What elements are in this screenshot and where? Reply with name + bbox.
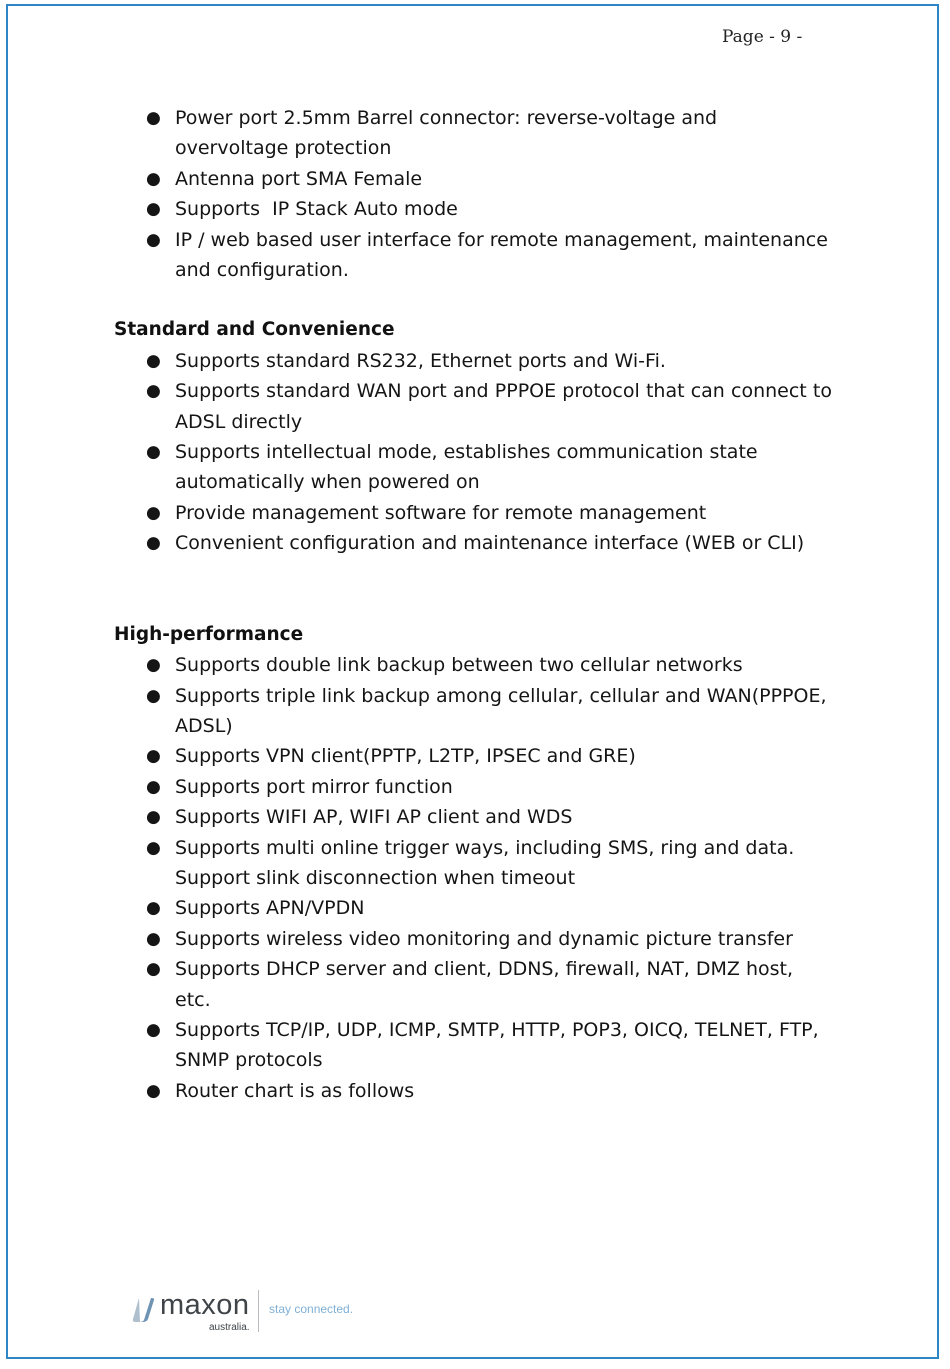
brand-name: maxon <box>160 1289 250 1321</box>
performance-bullet-list <box>114 650 832 1106</box>
list-item: ● Power port 2.5mm Barrel connector: reverse-voltage and overvoltage protection <box>114 103 832 164</box>
list-item: ● Supports IP Stack Auto mode <box>114 194 832 224</box>
bullet-icon: ● <box>146 168 161 189</box>
list-item: ● Supports APN/VPDN <box>114 893 832 923</box>
bullet-icon: ● <box>146 502 161 523</box>
bullet-icon: ● <box>146 229 161 250</box>
bullet-icon: ● <box>146 898 161 919</box>
list-item: ● Antenna port SMA Female <box>114 164 832 194</box>
standard-bullet-list <box>114 346 832 559</box>
bullet-icon: ● <box>146 108 161 128</box>
list-item: ● Supports TCP/IP, UDP, ICMP, SMTP, HTTP, POP3, OICQ, TELNET, FTP, SNMP protocols <box>114 1015 832 1076</box>
bullet-icon: ● <box>146 685 161 706</box>
list-item: ● Supports VPN client(PPTP, L2TP, IPSEC and GRE) <box>114 741 832 771</box>
bullet-icon: ● <box>146 442 161 463</box>
bullet-icon: ● <box>146 746 161 767</box>
list-item: ● Provide management software for remote management <box>114 498 832 528</box>
list-item: ● Supports DHCP server and client, DDNS, firewall, NAT, DMZ host, etc. <box>114 954 832 1015</box>
list-item: ● Supports wireless video monitoring and dynamic picture transfer <box>114 924 832 954</box>
list-item: ● Supports triple link backup among cellular, cellular and WAN(PPPOE, ADSL) <box>114 681 832 742</box>
bullet-icon: ● <box>146 655 161 676</box>
list-item: ● Supports WIFI AP, WIFI AP client and WDS <box>114 802 832 832</box>
bullet-icon: ● <box>146 199 161 220</box>
intro-bullet-list <box>114 103 832 285</box>
list-item: ● Supports double link backup between two cellular networks <box>114 650 832 680</box>
list-item: ● IP / web based user interface for remote management, maintenance and configuration. <box>114 225 832 286</box>
bullet-icon: ● <box>146 1019 161 1040</box>
maxon-swoosh-icon <box>130 1297 156 1323</box>
list-item: ● Supports intellectual mode, establishes communication state automatically when powered on <box>114 437 832 498</box>
bullet-icon: ● <box>146 928 161 949</box>
list-item: ● Supports standard WAN port and PPPOE protocol that can connect to ADSL directly <box>114 376 832 437</box>
bullet-icon: ● <box>146 381 161 402</box>
page-number: Page - 9 - <box>722 27 803 47</box>
brand-subtitle: australia. <box>209 1322 250 1333</box>
list-item: ● Router chart is as follows <box>114 1076 832 1106</box>
bullet-icon: ● <box>146 533 161 554</box>
bullet-icon: ● <box>146 959 161 980</box>
section-heading-performance: High-performance <box>114 623 304 645</box>
list-item: ● Convenient configuration and maintenance interface (WEB or CLI) <box>114 528 832 558</box>
document-body <box>114 103 832 1106</box>
section-heading-standard: Standard and Convenience <box>114 319 395 341</box>
brand-tagline: stay connected. <box>269 1302 354 1316</box>
bullet-icon: ● <box>146 837 161 858</box>
bullet-icon: ● <box>146 776 161 797</box>
bullet-icon: ● <box>146 1080 161 1101</box>
list-item: ● Supports multi online trigger ways, including SMS, ring and data. Support slink disconnection when timeout <box>114 833 832 894</box>
bullet-icon: ● <box>146 350 161 371</box>
list-item: ● Supports standard RS232, Ethernet ports and Wi-Fi. <box>114 346 832 376</box>
bullet-icon: ● <box>146 807 161 828</box>
list-item: ● Supports port mirror function <box>114 772 832 802</box>
logo-divider <box>258 1290 259 1332</box>
